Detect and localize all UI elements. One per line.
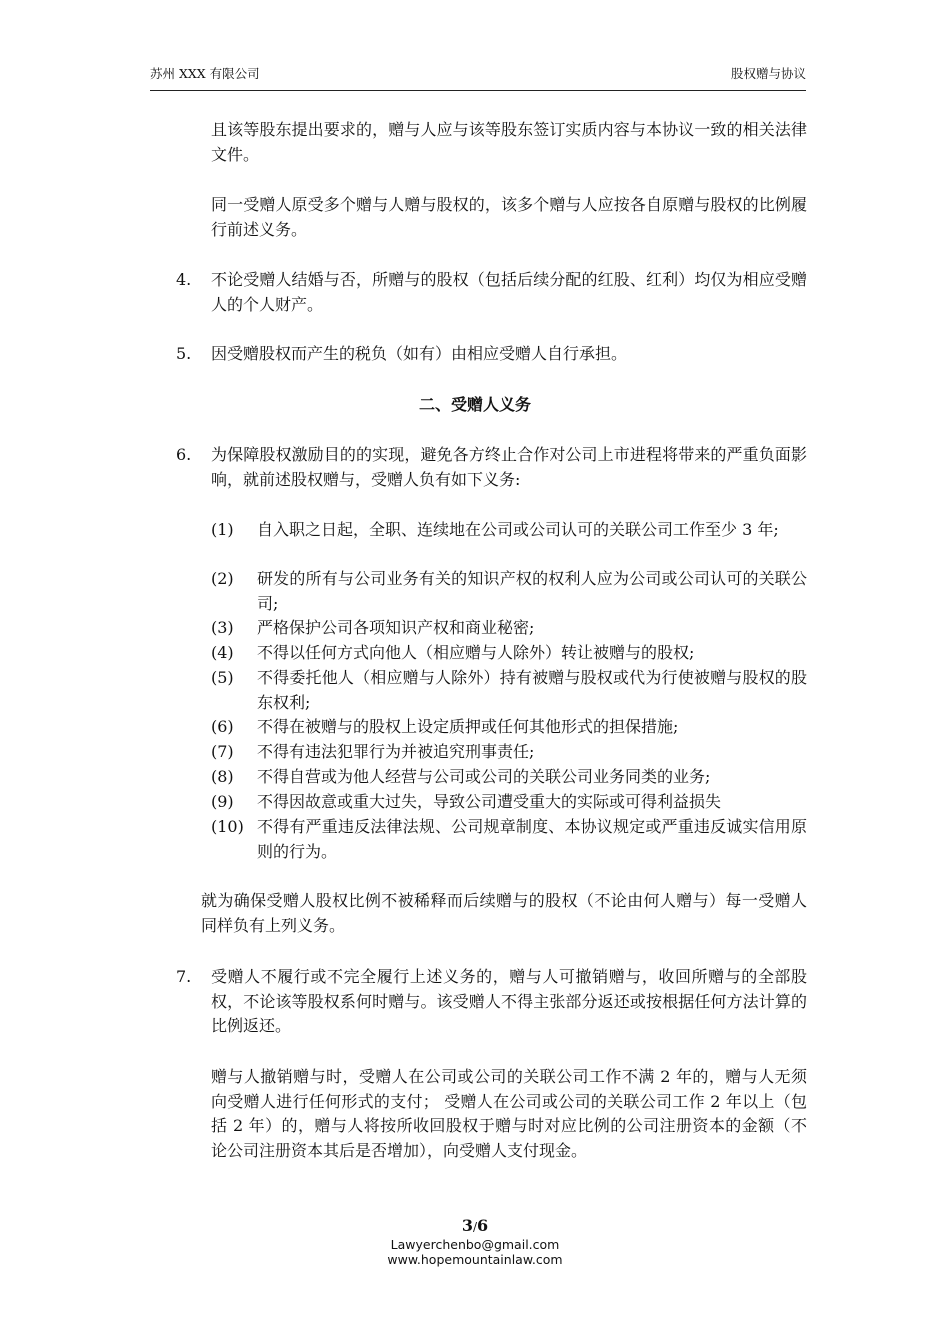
clause-text: 因受赠股权而产生的税负（如有）由相应受赠人自行承担。: [211, 344, 628, 363]
footer-website: www.hopemountainlaw.com: [387, 1252, 563, 1267]
page-total: 6: [477, 1216, 489, 1235]
clause-number: 7.: [176, 967, 192, 986]
obligation-text: 不得自营或为他人经营与公司或公司的关联公司业务同类的业务;: [257, 767, 711, 786]
footer-email: Lawyerchenbo@gmail.com: [390, 1237, 560, 1252]
obligation-text: 不得委托他人（相应赠与人除外）持有被赠与股权或代为行使被赠与股权的股东权利;: [257, 668, 807, 712]
obligation-text: 不得以任何方式向他人（相应赠与人除外）转让被赠与的股权;: [257, 643, 695, 662]
page-footer: [0, 1216, 950, 1267]
page-header: [150, 64, 806, 86]
obligation-text: 研发的所有与公司业务有关的知识产权的权利人应为公司或公司认可的关联公司;: [257, 569, 807, 613]
clause-text: 不论受赠人结婚与否，所赠与的股权（包括后续分配的红股、红利）均仅为相应受赠人的个人财产。: [211, 270, 807, 314]
obligation-text: 不得因故意或重大过失，导致公司遭受重大的实际或可得利益损失: [257, 792, 722, 811]
obligation-number: (7): [211, 742, 234, 761]
clause-number: 4.: [176, 270, 192, 289]
clause-number: 5.: [176, 344, 192, 363]
header-divider: [150, 90, 806, 91]
obligation-number: (6): [211, 717, 234, 736]
obligation-text: 严格保护公司各项知识产权和商业秘密;: [257, 618, 535, 637]
obligation-number: (2): [211, 569, 234, 588]
obligation-number: (10): [211, 817, 244, 836]
clause-text: 受赠人不履行或不完全履行上述义务的，赠与人可撤销赠与，收回所赠与的全部股权，不论该等股权系何时赠与。该受赠人不得主张部分返还或按根据任何方法计算的比例返还。: [211, 967, 807, 1035]
obligation-text: 不得在被赠与的股权上设定质押或任何其他形式的担保措施;: [257, 717, 679, 736]
clause-text: 为保障股权激励目的的实现，避免各方终止合作对公司上市进程将带来的严重负面影响，就前述股权赠与，受赠人负有如下义务:: [211, 445, 807, 489]
paragraph-intro-1: 且该等股东提出要求的，赠与人应与该等股东签订实质内容与本协议一致的相关法律文件。: [211, 120, 807, 164]
paragraph-revocation-payment: 赠与人撤销赠与时，受赠人在公司或公司的关联公司工作不满 2 年的，赠与人无须向受赠人进行任何形式的支付； 受赠人在公司或公司的关联公司工作 2 年以上（包括 2 年）的，赠与人将按所收回股权于赠与时对应比例的公司注册资本的金额（不论公司注册资本其后是否增加），向受赠人支付现金。: [211, 1067, 807, 1160]
header-doc-title: 股权赠与协议: [730, 66, 806, 81]
page-separator: /: [472, 1220, 478, 1234]
obligation-number: (1): [211, 520, 234, 539]
paragraph-subsequent-grants: 就为确保受赠人股权比例不被稀释而后续赠与的股权（不论由何人赠与）每一受赠人同样负有上列义务。: [201, 891, 807, 935]
section-title-2: 二、受赠人义务: [418, 395, 531, 414]
paragraph-intro-2: 同一受赠人原受多个赠与人赠与股权的，该多个赠与人应按各自原赠与股权的比例履行前述义务。: [211, 195, 807, 239]
obligation-number: (4): [211, 643, 234, 662]
obligation-text: 自入职之日起，全职、连续地在公司或公司认可的关联公司工作至少 3 年;: [257, 520, 779, 539]
obligation-number: (5): [211, 668, 234, 687]
header-company: 苏州 XXX 有限公司: [150, 66, 260, 81]
obligation-number: (8): [211, 767, 234, 786]
obligation-text: 不得有严重违反法律法规、公司规章制度、本协议规定或严重违反诚实信用原则的行为。: [257, 817, 807, 861]
obligation-text: 不得有违法犯罪行为并被追究刑事责任;: [257, 742, 535, 761]
page-current: 3: [461, 1216, 473, 1235]
obligation-number: (9): [211, 792, 234, 811]
obligation-number: (3): [211, 618, 234, 637]
clause-number: 6.: [176, 445, 192, 464]
page-number: [0, 1216, 950, 1237]
